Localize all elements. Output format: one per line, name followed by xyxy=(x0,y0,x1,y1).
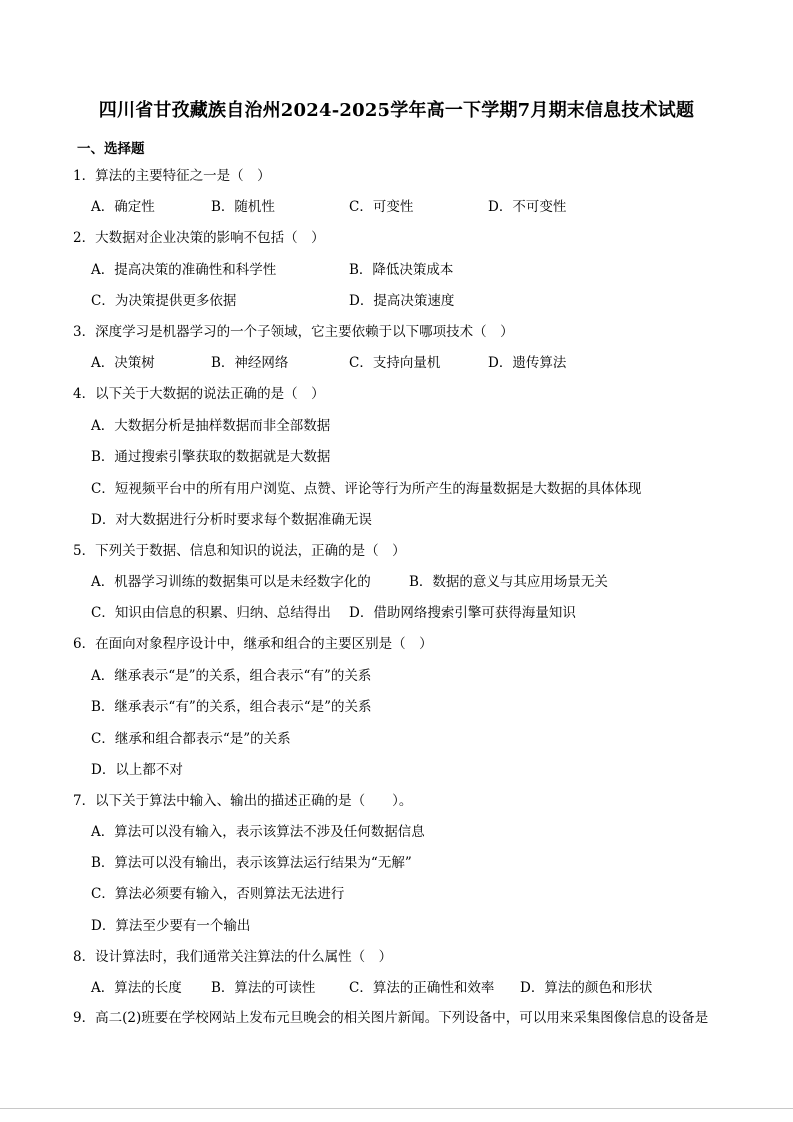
option-b: B．神经网络 xyxy=(211,355,289,371)
option-a: A．算法可以没有输入，表示该算法不涉及任何数据信息 xyxy=(91,824,425,840)
option-d: D．以上都不对 xyxy=(91,762,183,778)
option-c: C．算法的正确性和效率 xyxy=(349,980,495,996)
question-stem: 8．设计算法时，我们通常关注算法的什么属性（ ） xyxy=(73,949,393,965)
option-a: A．大数据分析是抽样数据而非全部数据 xyxy=(91,418,331,434)
option-c: C．算法必须要有输入，否则算法无法进行 xyxy=(91,886,345,902)
page-divider xyxy=(0,1108,793,1109)
question-stem: 3．深度学习是机器学习的一个子领域，它主要依赖于以下哪项技术（ ） xyxy=(73,324,514,340)
page-title: 四川省甘孜藏族自治州2024-2025学年高一下学期7月期末信息技术试题 xyxy=(98,100,695,121)
option-b: B．降低决策成本 xyxy=(349,262,454,278)
option-b: B．数据的意义与其应用场景无关 xyxy=(409,574,608,590)
option-c: C．知识由信息的积累、归纳、总结得出 xyxy=(91,605,331,621)
option-b: B．算法的可读性 xyxy=(211,980,316,996)
option-c: C．继承和组合都表示“是”的关系 xyxy=(91,731,291,747)
question-stem: 2．大数据对企业决策的影响不包括（ ） xyxy=(73,230,325,246)
option-d: D．提高决策速度 xyxy=(349,293,455,309)
question-stem: 6．在面向对象程序设计中，继承和组合的主要区别是（ ） xyxy=(73,636,433,652)
section-heading: 一、选择题 xyxy=(77,141,145,157)
option-b: B．继承表示“有”的关系，组合表示“是”的关系 xyxy=(91,699,372,715)
option-c: C．支持向量机 xyxy=(349,355,441,371)
option-c: C．可变性 xyxy=(349,199,414,215)
question-stem: 9．高二(2)班要在学校网站上发布元旦晚会的相关图片新闻。下列设备中，可以用来采集图像信息的设备是 xyxy=(73,1010,709,1026)
option-a: A．机器学习训练的数据集可以是未经数字化的 xyxy=(91,574,371,590)
option-d: D．算法至少要有一个输出 xyxy=(91,918,251,934)
option-b: B．通过搜索引擎获取的数据就是大数据 xyxy=(91,449,331,465)
option-d: D．算法的颜色和形状 xyxy=(520,980,653,996)
option-d: D．不可变性 xyxy=(488,199,567,215)
question-stem: 4．以下关于大数据的说法正确的是（ ） xyxy=(73,386,325,402)
option-a: A．决策树 xyxy=(91,355,155,371)
option-d: D．对大数据进行分析时要求每个数据准确无误 xyxy=(91,512,372,528)
option-d: D．遗传算法 xyxy=(488,355,567,371)
option-c: C．为决策提供更多依据 xyxy=(91,293,237,309)
question-stem: 5．下列关于数据、信息和知识的说法，正确的是（ ） xyxy=(73,543,406,559)
option-a: A．提高决策的准确性和科学性 xyxy=(91,262,277,278)
question-stem: 7．以下关于算法中输入、输出的描述正确的是（ ）。 xyxy=(73,793,413,809)
option-a: A．算法的长度 xyxy=(91,980,182,996)
question-stem: 1．算法的主要特征之一是（ ） xyxy=(73,168,271,184)
option-b: B．算法可以没有输出，表示该算法运行结果为“无解” xyxy=(91,855,412,871)
option-b: B．随机性 xyxy=(211,199,275,215)
option-a: A．继承表示“是”的关系，组合表示“有”的关系 xyxy=(91,668,372,684)
option-c: C．短视频平台中的所有用户浏览、点赞、评论等行为所产生的海量数据是大数据的具体体现 xyxy=(91,481,642,497)
option-a: A．确定性 xyxy=(91,199,155,215)
option-d: D．借助网络搜索引擎可获得海量知识 xyxy=(349,605,576,621)
